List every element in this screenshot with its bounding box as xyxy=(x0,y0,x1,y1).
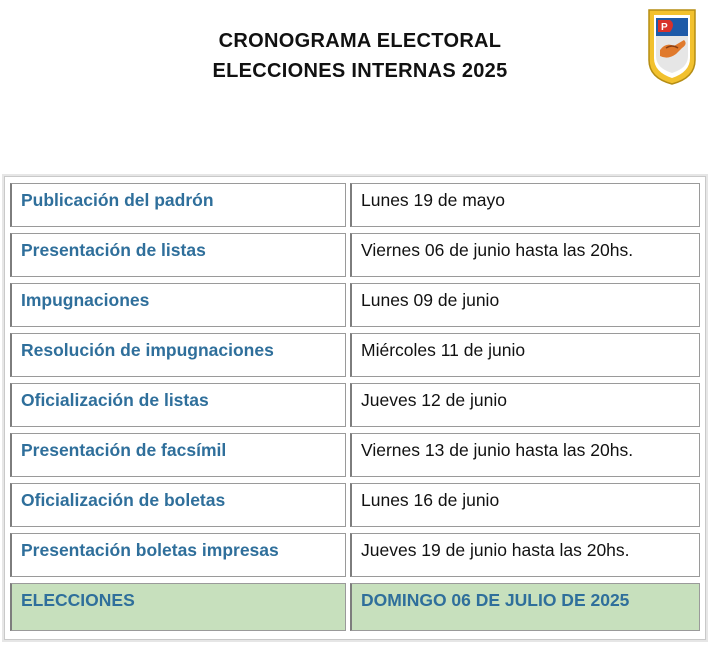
event-cell: Presentación de listas xyxy=(10,233,346,277)
table-row xyxy=(10,183,700,229)
title-line-1: CRONOGRAMA ELECTORAL xyxy=(218,30,502,52)
date-cell: Lunes 09 de junio xyxy=(350,283,700,327)
event-cell: Oficialización de listas xyxy=(10,383,346,427)
date-cell: Viernes 06 de junio hasta las 20hs. xyxy=(350,233,700,277)
table-row xyxy=(10,483,700,529)
table-row xyxy=(10,233,700,279)
table-row xyxy=(10,383,700,429)
title-line-2: ELECCIONES INTERNAS 2025 xyxy=(212,60,508,82)
event-cell: Oficialización de boletas xyxy=(10,483,346,527)
event-cell: ELECCIONES xyxy=(10,583,346,631)
event-cell: Impugnaciones xyxy=(10,283,346,327)
date-cell: Viernes 13 de junio hasta las 20hs. xyxy=(350,433,700,477)
date-cell: Lunes 16 de junio xyxy=(350,483,700,527)
event-cell: Resolución de impugnaciones xyxy=(10,333,346,377)
table-row xyxy=(10,283,700,329)
date-cell: Jueves 12 de junio xyxy=(350,383,700,427)
page-title xyxy=(0,26,720,86)
table-row xyxy=(10,333,700,379)
event-cell: Publicación del padrón xyxy=(10,183,346,227)
party-shield-logo-icon xyxy=(646,6,698,86)
table-row xyxy=(10,433,700,479)
date-cell: DOMINGO 06 DE JULIO DE 2025 xyxy=(350,583,700,631)
date-cell: Lunes 19 de mayo xyxy=(350,183,700,227)
table-row xyxy=(10,533,700,579)
date-cell: Miércoles 11 de junio xyxy=(350,333,700,377)
schedule-table xyxy=(4,176,706,640)
date-cell: Jueves 19 de junio hasta las 20hs. xyxy=(350,533,700,577)
event-cell: Presentación boletas impresas xyxy=(10,533,346,577)
svg-text:P: P xyxy=(661,22,668,33)
election-day-row xyxy=(10,583,700,629)
event-cell: Presentación de facsímil xyxy=(10,433,346,477)
